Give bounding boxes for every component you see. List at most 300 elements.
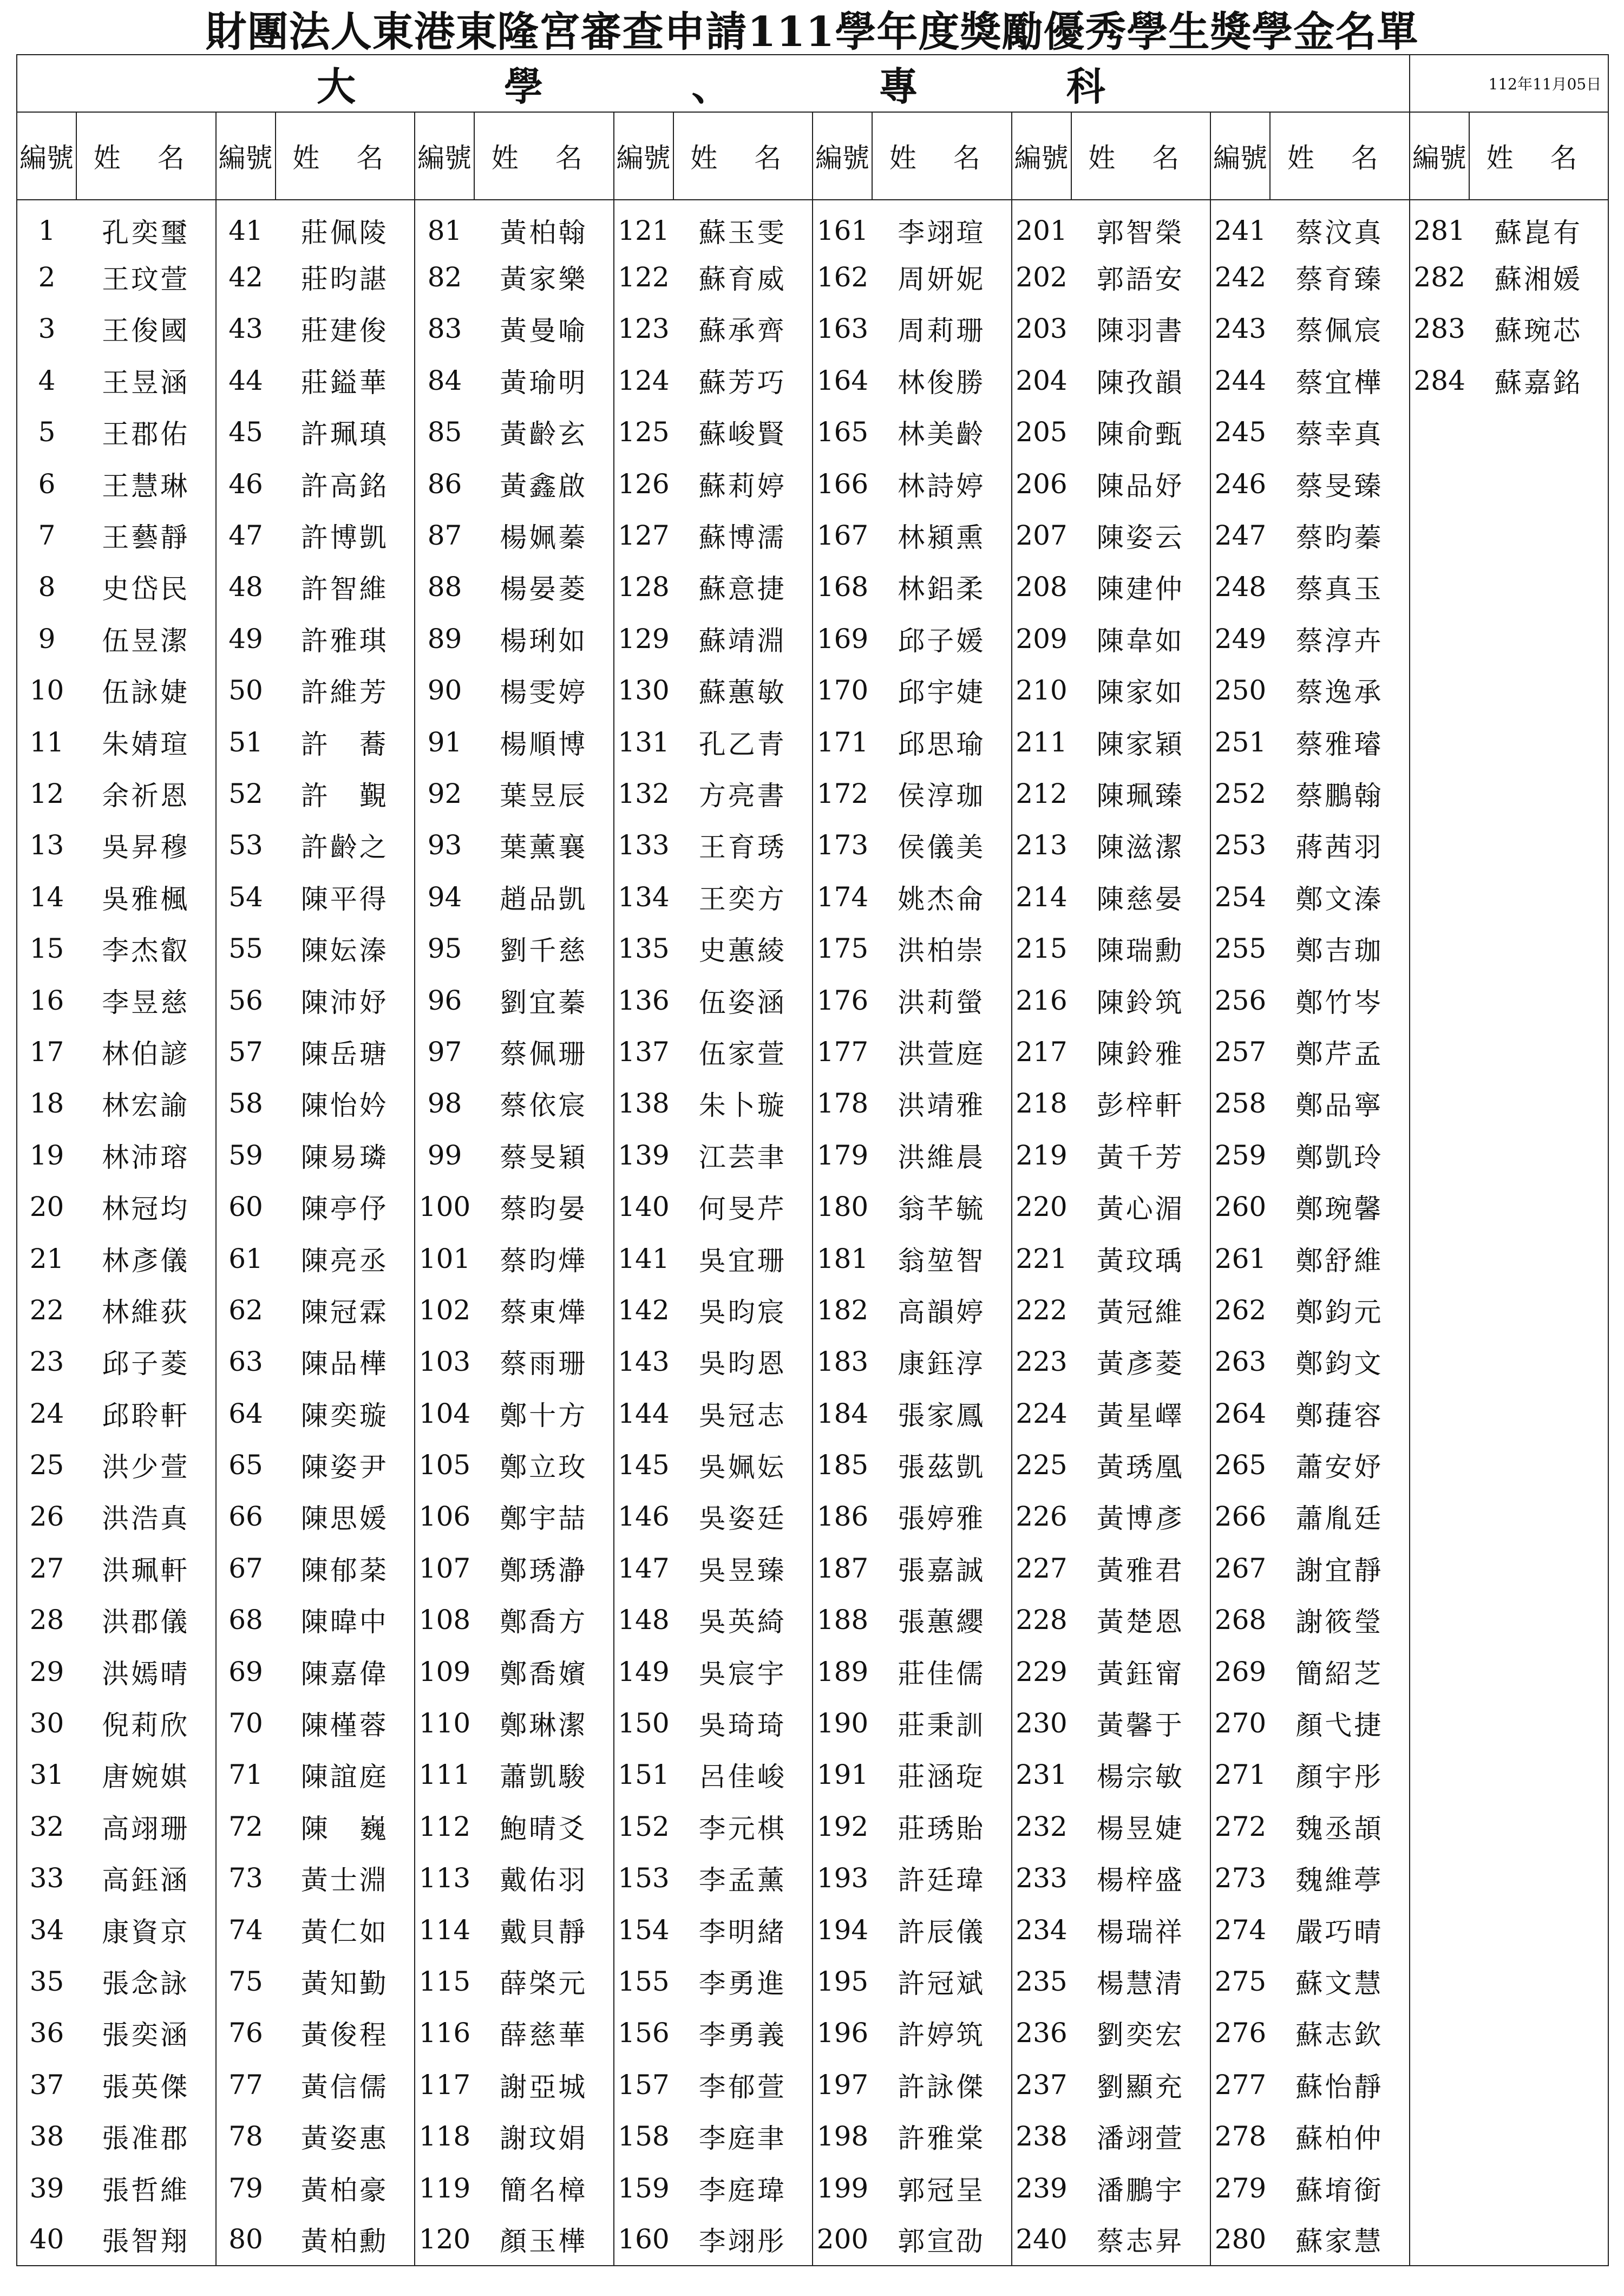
student-number (1410, 1181, 1469, 1232)
student-name: 蕭安妤 (1270, 1439, 1410, 1490)
student-number: 142 (614, 1284, 673, 1336)
table-row (17, 458, 1608, 509)
student-number: 18 (17, 1078, 76, 1129)
student-name: 莊建俊 (276, 303, 415, 355)
student-name: 張哲維 (76, 2162, 216, 2214)
student-name: 史岱民 (76, 561, 216, 613)
student-number: 283 (1410, 303, 1469, 355)
student-name: 王俊國 (76, 303, 216, 355)
student-number: 33 (17, 1853, 76, 1904)
student-number: 87 (415, 509, 474, 561)
student-number: 53 (216, 820, 276, 871)
student-name: 吳昱臻 (673, 1542, 813, 1594)
student-name: 張家鳳 (872, 1388, 1012, 1439)
student-name: 林維荻 (76, 1284, 216, 1336)
student-name: 鄭鈞元 (1270, 1284, 1410, 1336)
student-number (1410, 1026, 1469, 1077)
student-name: 陳怡妗 (276, 1078, 415, 1129)
student-number: 28 (17, 1594, 76, 1646)
table-row (17, 1129, 1608, 1181)
scholarship-table (16, 54, 1609, 2266)
student-number: 176 (813, 974, 872, 1026)
student-number: 126 (614, 458, 673, 509)
student-name: 彭梓軒 (1071, 1078, 1211, 1129)
student-name: 李孟薰 (673, 1853, 813, 1904)
student-name (1469, 974, 1609, 1026)
student-name: 吳姵妘 (673, 1439, 813, 1490)
student-name: 黃琇凰 (1071, 1439, 1211, 1490)
student-number: 76 (216, 2007, 276, 2059)
student-name (1469, 458, 1609, 509)
subtitle-char: 科 (1066, 63, 1110, 109)
student-name: 陳奕璇 (276, 1388, 415, 1439)
student-number: 11 (17, 716, 76, 768)
student-name (1469, 2007, 1609, 2059)
student-number (1410, 1491, 1469, 1542)
student-number: 249 (1210, 613, 1270, 664)
student-name: 陳建仲 (1071, 561, 1211, 613)
student-name: 蔡佩宸 (1270, 303, 1410, 355)
student-name: 郭冠呈 (872, 2162, 1012, 2214)
student-name: 蘇博濡 (673, 509, 813, 561)
student-number: 210 (1012, 665, 1071, 716)
student-name (1469, 716, 1609, 768)
student-name: 王昱涵 (76, 355, 216, 406)
header-name: 姓 名 (1270, 112, 1410, 200)
student-name: 蔡真玉 (1270, 561, 1410, 613)
student-name: 鄭芹孟 (1270, 1026, 1410, 1077)
student-name: 蘇峻賢 (673, 407, 813, 458)
student-number: 153 (614, 1853, 673, 1904)
student-name: 蕭凱駿 (474, 1749, 614, 1801)
student-number: 100 (415, 1181, 474, 1232)
student-name: 鄭喬嬪 (474, 1646, 614, 1697)
table-row (17, 561, 1608, 613)
student-name (1469, 1284, 1609, 1336)
student-number: 235 (1012, 1955, 1071, 2007)
student-number: 261 (1210, 1233, 1270, 1284)
table-row (17, 1439, 1608, 1490)
student-number: 239 (1012, 2162, 1071, 2214)
student-number: 211 (1012, 716, 1071, 768)
student-number: 15 (17, 923, 76, 974)
table-row (17, 2214, 1608, 2265)
student-number: 16 (17, 974, 76, 1026)
student-number: 151 (614, 1749, 673, 1801)
table-row (17, 1388, 1608, 1439)
student-name (1469, 1801, 1609, 1852)
student-number: 90 (415, 665, 474, 716)
student-number: 225 (1012, 1439, 1071, 1490)
student-number: 166 (813, 458, 872, 509)
student-number: 234 (1012, 1904, 1071, 1955)
student-number: 180 (813, 1181, 872, 1232)
student-name: 許婷筑 (872, 2007, 1012, 2059)
student-name (1469, 1336, 1609, 1388)
student-name (1469, 2162, 1609, 2214)
student-name: 蔡昀燁 (474, 1233, 614, 1284)
student-name: 蔡昀蓁 (1270, 509, 1410, 561)
student-name: 邱子菱 (76, 1336, 216, 1388)
student-number: 207 (1012, 509, 1071, 561)
student-name: 李明緒 (673, 1904, 813, 1955)
student-number: 70 (216, 1697, 276, 1749)
student-name: 許維芳 (276, 665, 415, 716)
student-number: 30 (17, 1697, 76, 1749)
student-name: 洪柏崇 (872, 923, 1012, 974)
student-number: 243 (1210, 303, 1270, 355)
student-name: 蘇家慧 (1270, 2214, 1410, 2265)
student-name: 劉宜蓁 (474, 974, 614, 1026)
student-number: 112 (415, 1801, 474, 1852)
student-number: 202 (1012, 251, 1071, 303)
table-row (17, 1181, 1608, 1232)
student-name: 吳姿廷 (673, 1491, 813, 1542)
student-name: 葉薰襄 (474, 820, 614, 871)
student-number: 29 (17, 1646, 76, 1697)
student-name (1469, 1026, 1609, 1077)
student-name: 潘翊萱 (1071, 2110, 1211, 2162)
student-number: 204 (1012, 355, 1071, 406)
student-number: 157 (614, 2059, 673, 2110)
table-row (17, 1697, 1608, 1749)
student-name: 李翊瑄 (872, 200, 1012, 251)
student-number: 95 (415, 923, 474, 974)
table-row (17, 2059, 1608, 2110)
student-number: 242 (1210, 251, 1270, 303)
student-name: 陳羽書 (1071, 303, 1211, 355)
student-number: 203 (1012, 303, 1071, 355)
student-name: 黃玟瑀 (1071, 1233, 1211, 1284)
student-name: 黃家樂 (474, 251, 614, 303)
student-name: 李勇進 (673, 1955, 813, 2007)
student-number: 10 (17, 665, 76, 716)
student-name: 蘇怡靜 (1270, 2059, 1410, 2110)
student-name (1469, 2214, 1609, 2265)
student-number: 134 (614, 871, 673, 923)
header-number: 編號 (216, 112, 276, 200)
student-name: 黃瑜明 (474, 355, 614, 406)
student-number: 97 (415, 1026, 474, 1077)
student-number: 24 (17, 1388, 76, 1439)
student-name: 蘇莉婷 (673, 458, 813, 509)
student-name: 黃齡玄 (474, 407, 614, 458)
category-subtitle (17, 55, 1410, 112)
student-name: 許 覲 (276, 768, 415, 819)
table-row (17, 1955, 1608, 2007)
student-name: 陳岳瑭 (276, 1026, 415, 1077)
student-name (1469, 2059, 1609, 2110)
student-name: 洪珮軒 (76, 1542, 216, 1594)
student-name: 楊琍如 (474, 613, 614, 664)
header-number: 編號 (415, 112, 474, 200)
student-name (1469, 1646, 1609, 1697)
student-number: 4 (17, 355, 76, 406)
student-name: 莊昀諶 (276, 251, 415, 303)
student-number: 237 (1012, 2059, 1071, 2110)
student-name: 蔡志昇 (1071, 2214, 1211, 2265)
student-number: 275 (1210, 1955, 1270, 2007)
student-name: 蔡東燁 (474, 1284, 614, 1336)
student-number: 106 (415, 1491, 474, 1542)
student-name: 許齡之 (276, 820, 415, 871)
student-number: 179 (813, 1129, 872, 1181)
student-name (1469, 1904, 1609, 1955)
student-number: 199 (813, 2162, 872, 2214)
student-number: 128 (614, 561, 673, 613)
student-number: 251 (1210, 716, 1270, 768)
student-number: 252 (1210, 768, 1270, 819)
student-name: 蔡昀晏 (474, 1181, 614, 1232)
student-number: 241 (1210, 200, 1270, 251)
student-name: 史蕙綾 (673, 923, 813, 974)
student-name: 鄭立玫 (474, 1439, 614, 1490)
student-number: 182 (813, 1284, 872, 1336)
student-name: 蔡逸承 (1270, 665, 1410, 716)
student-number: 212 (1012, 768, 1071, 819)
student-name: 鄭品寧 (1270, 1078, 1410, 1129)
student-number (1410, 820, 1469, 871)
student-number: 102 (415, 1284, 474, 1336)
student-number: 58 (216, 1078, 276, 1129)
student-name: 蔡佩珊 (474, 1026, 614, 1077)
table-row (17, 2007, 1608, 2059)
student-number: 39 (17, 2162, 76, 2214)
table-row (17, 355, 1608, 406)
student-number (1410, 561, 1469, 613)
student-number: 8 (17, 561, 76, 613)
student-number: 245 (1210, 407, 1270, 458)
student-number: 57 (216, 1026, 276, 1077)
student-name: 鄭蓵容 (1270, 1388, 1410, 1439)
student-name: 黃博彥 (1071, 1491, 1211, 1542)
student-name: 洪郡儀 (76, 1594, 216, 1646)
student-number: 5 (17, 407, 76, 458)
student-number: 89 (415, 613, 474, 664)
student-name: 蘇堉銜 (1270, 2162, 1410, 2214)
student-name (1469, 923, 1609, 974)
student-number: 20 (17, 1181, 76, 1232)
student-number: 50 (216, 665, 276, 716)
student-number: 51 (216, 716, 276, 768)
student-number: 165 (813, 407, 872, 458)
student-number: 66 (216, 1491, 276, 1542)
student-number: 109 (415, 1646, 474, 1697)
student-name: 魏丞頡 (1270, 1801, 1410, 1852)
student-name: 陳嘉偉 (276, 1646, 415, 1697)
table-body (17, 200, 1608, 2266)
student-number (1410, 2059, 1469, 2110)
student-number: 224 (1012, 1388, 1071, 1439)
student-number: 48 (216, 561, 276, 613)
subtitle-char: 專 (879, 63, 922, 109)
student-name: 洪浩真 (76, 1491, 216, 1542)
student-number: 86 (415, 458, 474, 509)
student-name: 李郁萱 (673, 2059, 813, 2110)
student-name: 陳思媛 (276, 1491, 415, 1542)
student-number (1410, 1904, 1469, 1955)
student-name: 莊鎰華 (276, 355, 415, 406)
student-name: 邱宇婕 (872, 665, 1012, 716)
table-row (17, 716, 1608, 768)
student-number (1410, 1955, 1469, 2007)
student-name (1469, 665, 1609, 716)
student-name: 方亮書 (673, 768, 813, 819)
student-number: 52 (216, 768, 276, 819)
student-number: 282 (1410, 251, 1469, 303)
student-number: 152 (614, 1801, 673, 1852)
student-number (1410, 1233, 1469, 1284)
student-name (1469, 2110, 1609, 2162)
student-name: 蔡旻穎 (474, 1129, 614, 1181)
student-number: 73 (216, 1853, 276, 1904)
student-name: 黃士淵 (276, 1853, 415, 1904)
student-number: 284 (1410, 355, 1469, 406)
student-name: 蘇嘉銘 (1469, 355, 1609, 406)
student-name: 張蕙纓 (872, 1594, 1012, 1646)
student-number: 264 (1210, 1388, 1270, 1439)
student-number: 175 (813, 923, 872, 974)
student-number (1410, 768, 1469, 819)
student-name: 嚴巧晴 (1270, 1904, 1410, 1955)
student-number: 169 (813, 613, 872, 664)
student-number: 133 (614, 820, 673, 871)
student-number: 238 (1012, 2110, 1071, 2162)
student-number: 140 (614, 1181, 673, 1232)
table-row (17, 200, 1608, 251)
student-number: 274 (1210, 1904, 1270, 1955)
student-number: 273 (1210, 1853, 1270, 1904)
student-name: 楊梓盛 (1071, 1853, 1211, 1904)
student-name: 蔡雅璿 (1270, 716, 1410, 768)
student-number: 60 (216, 1181, 276, 1232)
student-name: 陳鈴筑 (1071, 974, 1211, 1026)
student-number: 135 (614, 923, 673, 974)
student-number: 250 (1210, 665, 1270, 716)
student-name: 黃柏豪 (276, 2162, 415, 2214)
student-name: 黃雅君 (1071, 1542, 1211, 1594)
student-name: 陳暐中 (276, 1594, 415, 1646)
student-name: 魏維葶 (1270, 1853, 1410, 1904)
student-number (1410, 1594, 1469, 1646)
student-number: 84 (415, 355, 474, 406)
student-number: 161 (813, 200, 872, 251)
student-number (1410, 1542, 1469, 1594)
student-name: 黃信儒 (276, 2059, 415, 2110)
student-number: 67 (216, 1542, 276, 1594)
student-name: 黃彥菱 (1071, 1336, 1211, 1388)
student-name: 林美齡 (872, 407, 1012, 458)
student-number: 198 (813, 2110, 872, 2162)
table-row (17, 1801, 1608, 1852)
student-name: 吳昀恩 (673, 1336, 813, 1388)
student-name: 許廷瑋 (872, 1853, 1012, 1904)
student-name: 陳姿尹 (276, 1439, 415, 1490)
student-name: 郭語安 (1071, 251, 1211, 303)
student-number: 178 (813, 1078, 872, 1129)
student-number: 240 (1012, 2214, 1071, 2265)
student-number: 124 (614, 355, 673, 406)
student-name (1469, 561, 1609, 613)
student-number: 129 (614, 613, 673, 664)
student-name: 許智維 (276, 561, 415, 613)
table-row (17, 1491, 1608, 1542)
student-name: 蔣茜羽 (1270, 820, 1410, 871)
student-name: 蘇承齊 (673, 303, 813, 355)
student-number: 280 (1210, 2214, 1270, 2265)
student-name: 陳鈴雅 (1071, 1026, 1211, 1077)
student-number: 116 (415, 2007, 474, 2059)
student-number (1410, 1801, 1469, 1852)
student-name: 蘇意捷 (673, 561, 813, 613)
student-number: 47 (216, 509, 276, 561)
student-number: 99 (415, 1129, 474, 1181)
header-name: 姓 名 (1469, 112, 1609, 200)
student-name: 黃千芳 (1071, 1129, 1211, 1181)
student-name: 朱婧瑄 (76, 716, 216, 768)
student-name: 林鋁柔 (872, 561, 1012, 613)
student-number: 229 (1012, 1646, 1071, 1697)
student-number: 113 (415, 1853, 474, 1904)
student-number: 36 (17, 2007, 76, 2059)
student-number: 101 (415, 1233, 474, 1284)
table-row (17, 1749, 1608, 1801)
table-row (17, 509, 1608, 561)
student-number: 183 (813, 1336, 872, 1388)
student-name: 許詠傑 (872, 2059, 1012, 2110)
student-number: 103 (415, 1336, 474, 1388)
student-name: 陳俞甄 (1071, 407, 1211, 458)
student-number (1410, 407, 1469, 458)
student-number: 230 (1012, 1697, 1071, 1749)
student-number: 54 (216, 871, 276, 923)
student-name: 蘇芳巧 (673, 355, 813, 406)
student-number: 181 (813, 1233, 872, 1284)
student-name: 林詩婷 (872, 458, 1012, 509)
student-number: 83 (415, 303, 474, 355)
student-number: 158 (614, 2110, 673, 2162)
student-number (1410, 716, 1469, 768)
student-name: 蔡旻臻 (1270, 458, 1410, 509)
student-name: 陳 巍 (276, 1801, 415, 1852)
student-name: 黃知勤 (276, 1955, 415, 2007)
student-number: 59 (216, 1129, 276, 1181)
student-number: 185 (813, 1439, 872, 1490)
student-number: 167 (813, 509, 872, 561)
subtitle-char: 、 (691, 63, 735, 109)
student-number: 194 (813, 1904, 872, 1955)
student-number (1410, 1129, 1469, 1181)
student-number: 27 (17, 1542, 76, 1594)
student-name: 邱思瑜 (872, 716, 1012, 768)
student-number: 272 (1210, 1801, 1270, 1852)
student-name: 蔡淳卉 (1270, 613, 1410, 664)
student-name: 江芸聿 (673, 1129, 813, 1181)
student-name: 王奕方 (673, 871, 813, 923)
student-name: 楊瑞祥 (1071, 1904, 1211, 1955)
student-number (1410, 974, 1469, 1026)
student-name: 陳郁棻 (276, 1542, 415, 1594)
student-number: 1 (17, 200, 76, 251)
header-number: 編號 (1210, 112, 1270, 200)
student-number: 6 (17, 458, 76, 509)
student-number: 281 (1410, 200, 1469, 251)
student-name: 張念詠 (76, 1955, 216, 2007)
student-number (1410, 509, 1469, 561)
student-number: 44 (216, 355, 276, 406)
student-name (1469, 1491, 1609, 1542)
student-name: 鮑晴爻 (474, 1801, 614, 1852)
